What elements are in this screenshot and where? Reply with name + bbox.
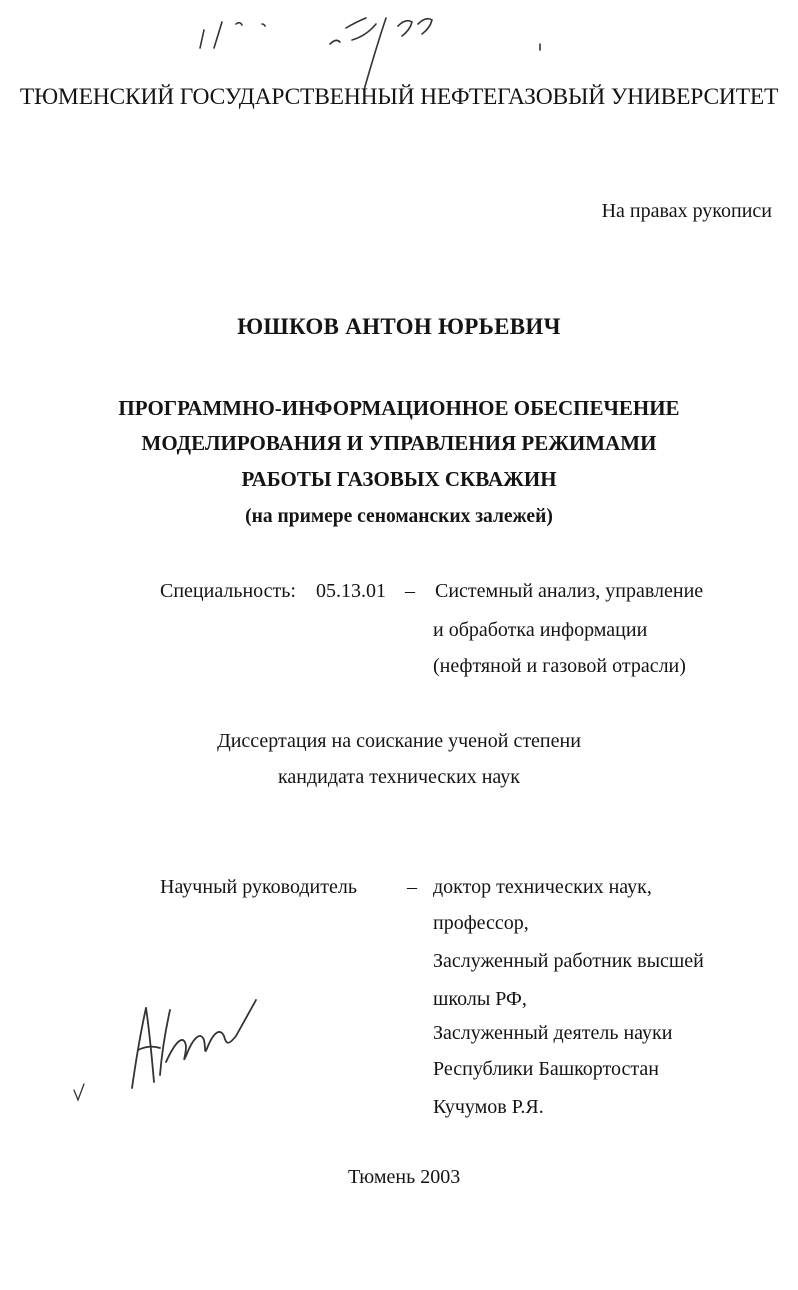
supervisor-detail-line: доктор технических наук, — [433, 876, 652, 898]
supervisor-dash: – — [407, 876, 417, 898]
specialty-label: Специальность: — [160, 580, 296, 602]
thesis-title-line: РАБОТЫ ГАЗОВЫХ СКВАЖИН — [241, 467, 557, 491]
dissertation-degree-line: кандидата технических наук — [277, 766, 521, 788]
dissertation-degree-line: Диссертация на соискание ученой степени — [217, 730, 581, 752]
supervisor-detail-line: Заслуженный работник высшей — [433, 950, 704, 972]
specialty-name-line: и обработка информации — [433, 619, 648, 641]
supervisor-label: Научный руководитель — [160, 876, 357, 898]
place-and-year: Тюмень 2003 — [348, 1166, 461, 1188]
thesis-title-line: МОДЕЛИРОВАНИЯ И УПРАВЛЕНИЯ РЕЖИМАМИ — [141, 431, 657, 455]
thesis-subtitle: (на примере сеноманских залежей) — [245, 506, 553, 527]
supervisor-name: Кучумов Р.Я. — [433, 1096, 544, 1118]
specialty-code: 05.13.01 — [316, 580, 386, 602]
supervisor-detail-line: Республики Башкортостан — [433, 1058, 659, 1080]
specialty-dash: – — [405, 580, 415, 602]
university-name: ТЮМЕНСКИЙ ГОСУДАРСТВЕННЫЙ НЕФТЕГАЗОВЫЙ УНИВЕРСИТЕТ — [19, 84, 779, 110]
supervisor-detail-line: школы РФ, — [433, 988, 527, 1010]
author-name: ЮШКОВ АНТОН ЮРЬЕВИЧ — [237, 314, 561, 339]
manuscript-note: На правах рукописи — [601, 200, 772, 222]
thesis-title-line: ПРОГРАММНО-ИНФОРМАЦИОННОЕ ОБЕСПЕЧЕНИЕ — [118, 396, 680, 420]
supervisor-detail-line: Заслуженный деятель науки — [433, 1022, 673, 1044]
specialty-name-line: (нефтяной и газовой отрасли) — [433, 655, 686, 677]
specialty-name-line: Системный анализ, управление — [435, 580, 704, 602]
supervisor-detail-line: профессор, — [433, 912, 529, 934]
